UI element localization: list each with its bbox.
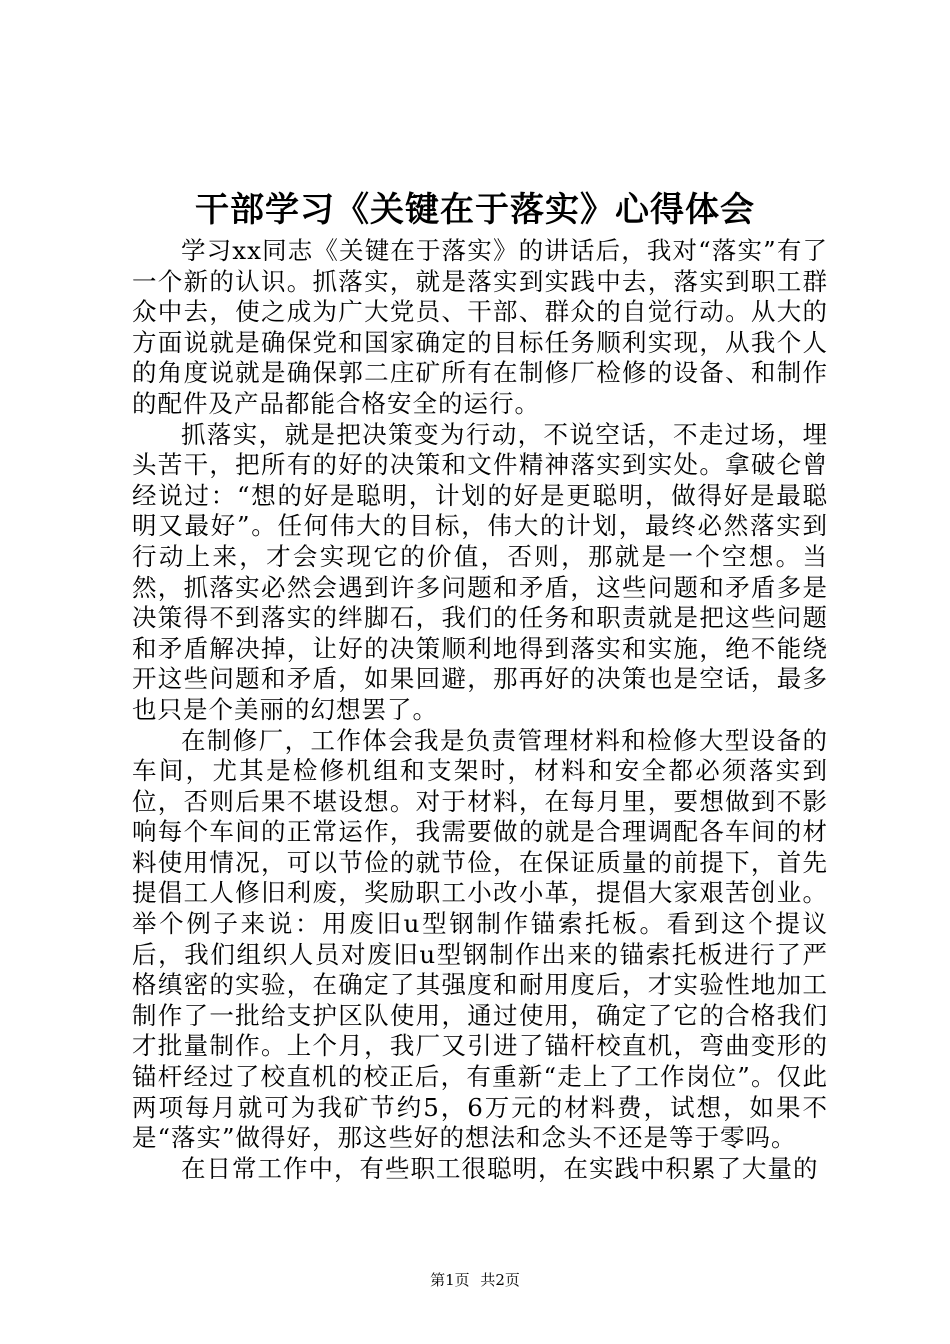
- document-body: [132, 236, 828, 1184]
- paragraph-3: 在制修厂，工作体会我是负责管理材料和检修大型设备的车间，尤其是检修机组和支架时，材料和安全都必须落实到位，否则后果不堪设想。对于材料，在每月里，要想做到不影响每个车间的正常运作，我需要做的就是合理调配各车间的材料使用情况，可以节俭的就节俭，在保证质量的前提下，首先提倡工人修旧利废，奖励职工小改小革，提倡大家艰苦创业。举个例子来说：用废旧u型钢制作锚索托板。看到这个提议后，我们组织人员对废旧u型钢制作出来的锚索托板进行了严格缜密的实验，在确定了其强度和耐用度后，才实验性地加工制作了一批给支护区队使用，通过使用，确定了它的合格我们才批量制作。上个月，我厂又引进了锚杆校直机，弯曲变形的锚杆经过了校直机的校正后，有重新“走上了工作岗位”。仅此两项每月就可为我矿节约5，6万元的材料费，试想，如果不是“落实”做得好，那这些好的想法和念头不还是等于零吗。: [132, 725, 828, 1153]
- paragraph-1: 学习xx同志《关键在于落实》的讲话后，我对“落实”有了一个新的认识。抓落实，就是落实到实践中去，落实到职工群众中去，使之成为广大党员、干部、群众的自觉行动。从大的方面说就是确保党和国家确定的目标任务顺利实现，从我个人的角度说就是确保郭二庄矿所有在制修厂检修的设备、和制作的配件及产品都能合格安全的运行。: [132, 236, 828, 418]
- page-number: 第1页: [430, 1271, 470, 1289]
- paragraph-4: 在日常工作中，有些职工很聪明，在实践中积累了大量的: [181, 1153, 819, 1183]
- paragraph-2: 抓落实，就是把决策变为行动，不说空话，不走过场，埋头苦干，把所有的好的决策和文件精神落实到实处。拿破仑曾经说过：“想的好是聪明，计划的好是更聪明，做得好是最聪明又最好”。任何伟大的目标，伟大的计划，最终必然落实到行动上来，才会实现它的价值，否则，那就是一个空想。当然，抓落实必然会遇到许多问题和矛盾，这些问题和矛盾多是决策得不到落实的绊脚石，我们的任务和职责就是把这些问题和矛盾解决掉，让好的决策顺利地得到落实和实施，绝不能绕开这些问题和矛盾，如果回避，那再好的决策也是空话，最多也只是个美丽的幻想罢了。: [132, 419, 828, 724]
- page-total: 共2页: [480, 1271, 520, 1289]
- document-title: 干部学习《关键在于落实》心得体会: [195, 190, 755, 230]
- page-footer: [0, 1270, 950, 1290]
